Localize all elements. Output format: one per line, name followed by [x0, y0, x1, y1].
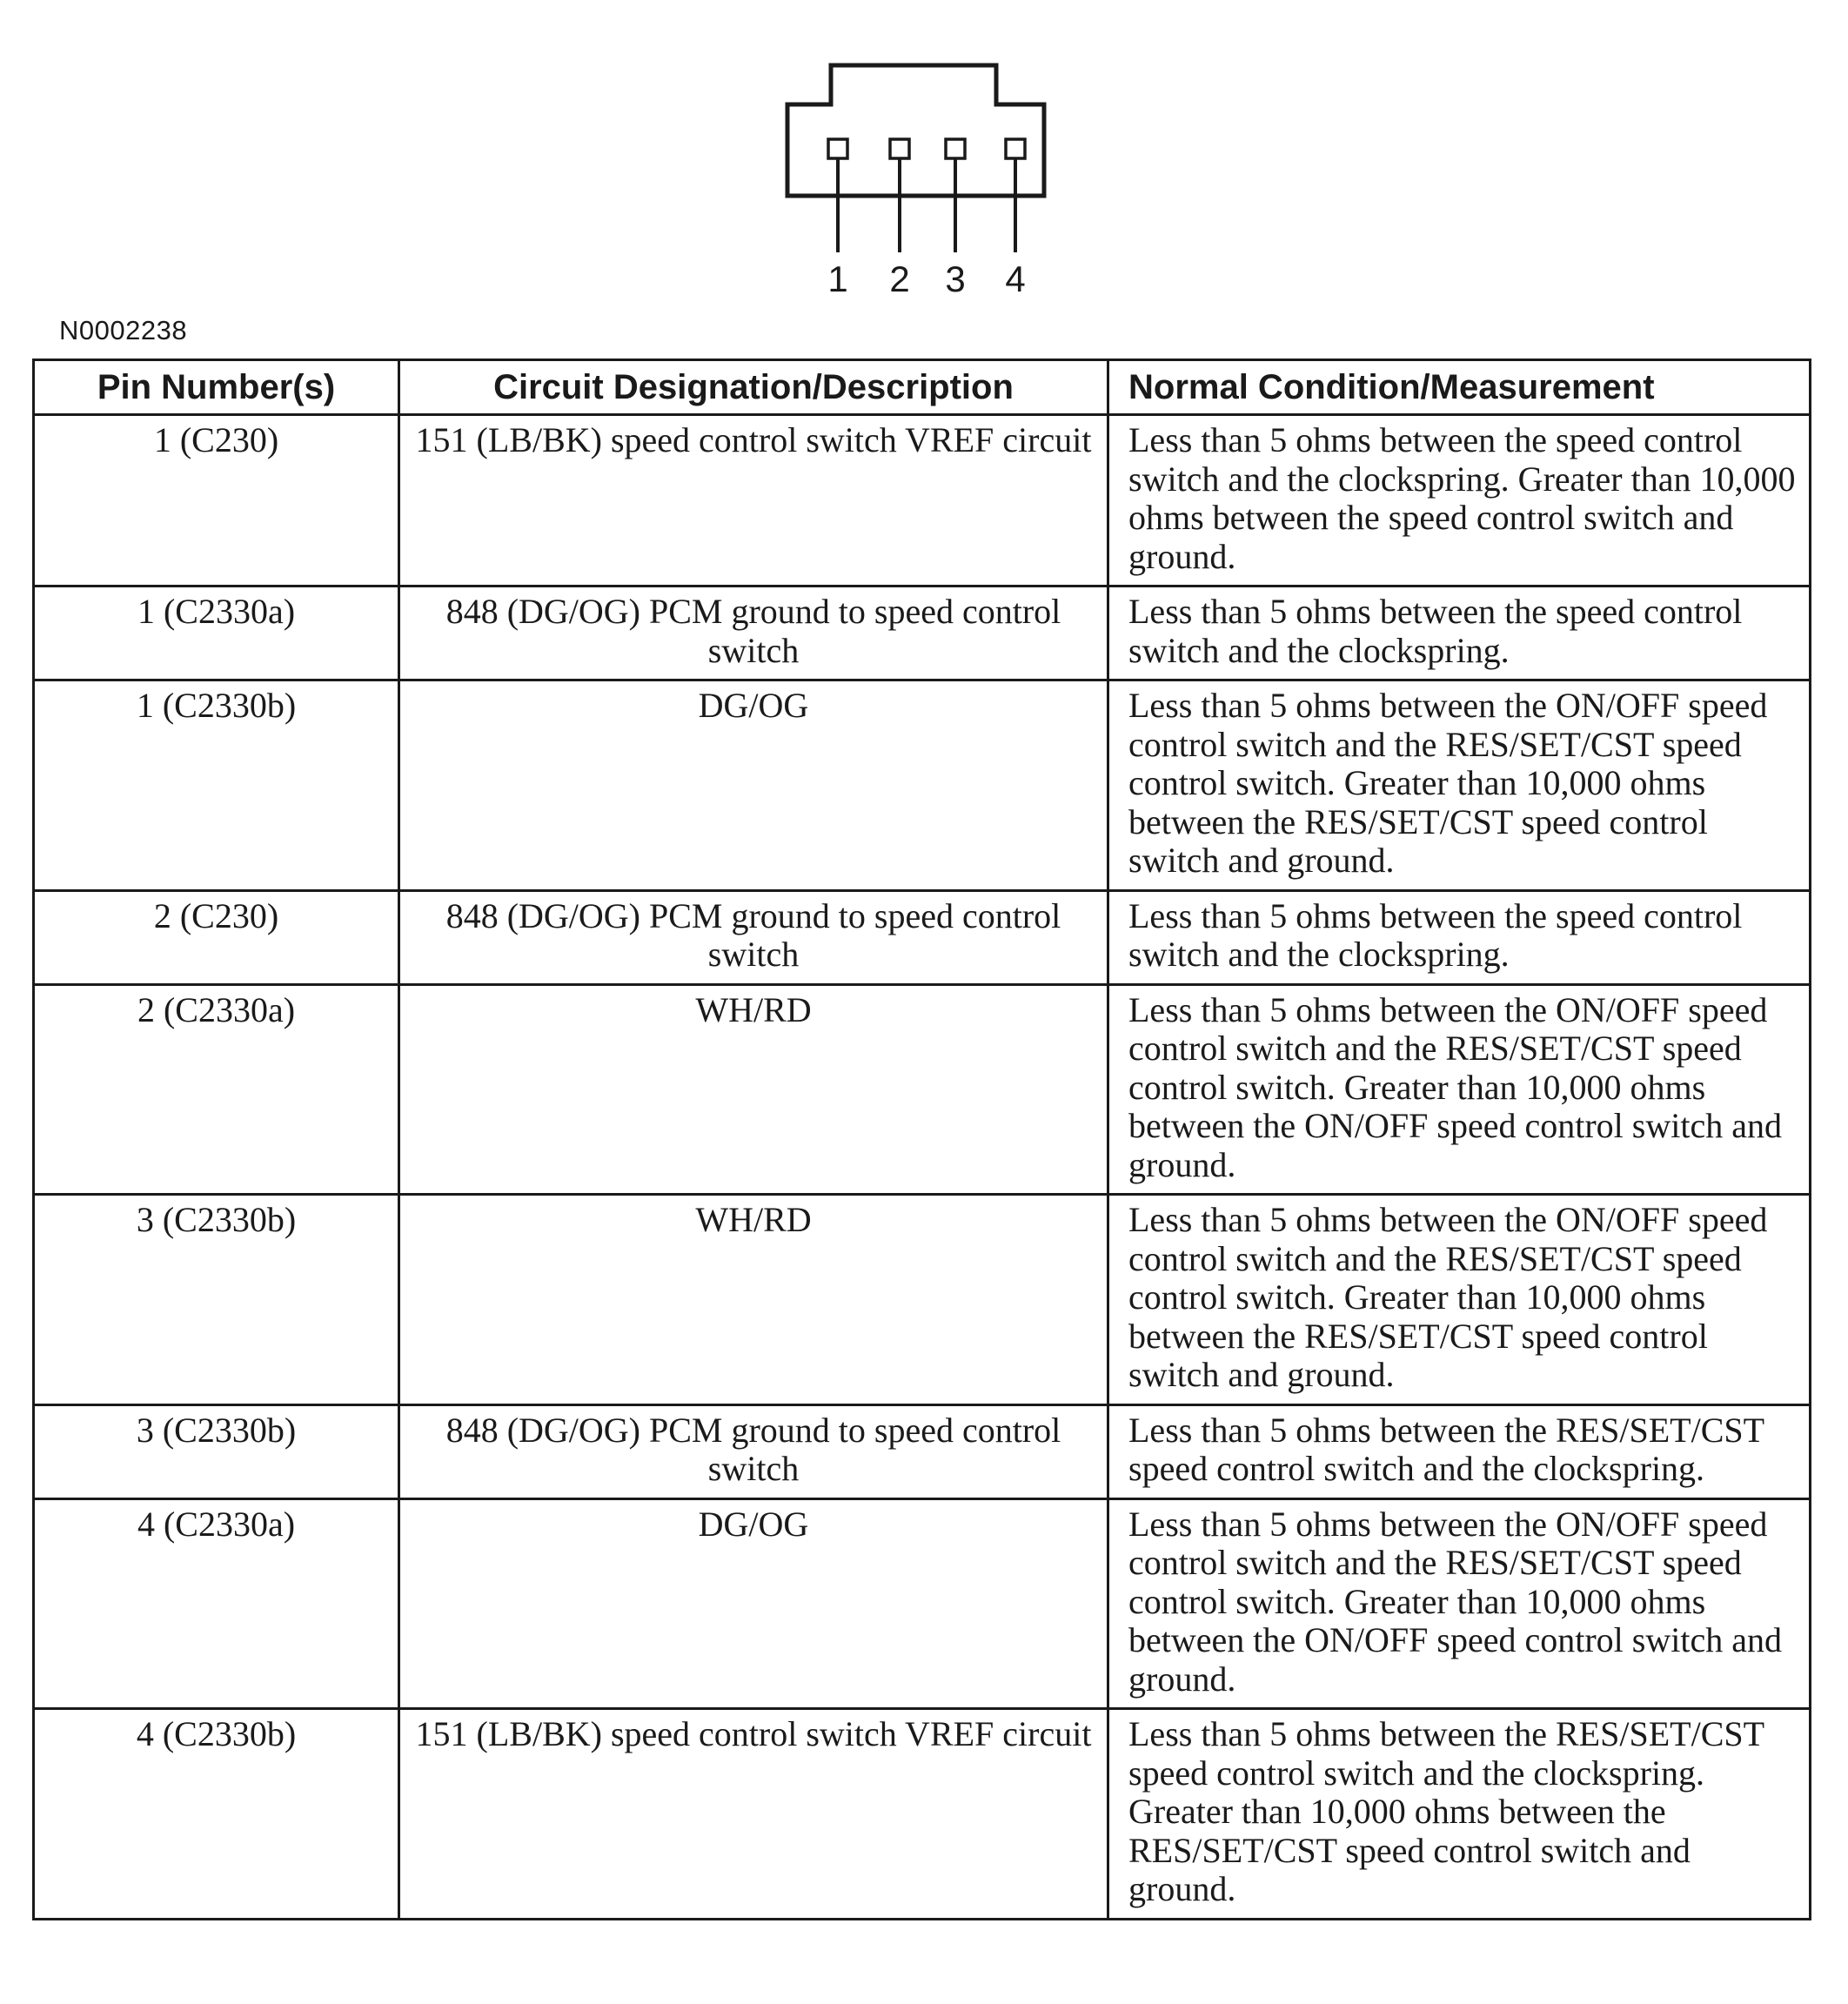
pin-label-3: 3: [945, 258, 966, 299]
header-circuit: Circuit Designation/Description: [399, 360, 1108, 415]
cell-pin: 1 (C2330b): [34, 680, 399, 891]
cell-circuit: 848 (DG/OG) PCM ground to speed control switch: [399, 586, 1108, 680]
cell-pin: 2 (C230): [34, 890, 399, 984]
header-measurement: Normal Condition/Measurement: [1108, 360, 1811, 415]
cell-circuit: WH/RD: [399, 984, 1108, 1195]
cell-pin: 4 (C2330a): [34, 1498, 399, 1709]
pin-table: [32, 359, 1811, 1920]
table-row: [34, 415, 1811, 586]
cell-measurement: Less than 5 ohms between the speed control switch and the clockspring.: [1108, 586, 1811, 680]
cell-circuit: DG/OG: [399, 680, 1108, 891]
cell-circuit: WH/RD: [399, 1195, 1108, 1405]
cell-measurement: Less than 5 ohms between the speed control switch and the clockspring. Greater than 10,000 ohms between the speed control switch and ground.: [1108, 415, 1811, 586]
table-row: [34, 680, 1811, 891]
table-row: [34, 586, 1811, 680]
cell-circuit: 848 (DG/OG) PCM ground to speed control switch: [399, 1404, 1108, 1498]
cell-measurement: Less than 5 ohms between the RES/SET/CST speed control switch and the clockspring. Greater than 10,000 ohms between the RES/SET/CST speed control switch and ground.: [1108, 1709, 1811, 1920]
cell-circuit: 151 (LB/BK) speed control switch VREF circuit: [399, 1709, 1108, 1920]
table-row: [34, 984, 1811, 1195]
table-row: [34, 1498, 1811, 1709]
pin-label-2: 2: [889, 258, 910, 299]
pin-label-1: 1: [827, 258, 848, 299]
cell-pin: 4 (C2330b): [34, 1709, 399, 1920]
table-row: [34, 1404, 1811, 1498]
cell-pin: 2 (C2330a): [34, 984, 399, 1195]
cell-measurement: Less than 5 ohms between the ON/OFF speed control switch and the RES/SET/CST speed control switch. Greater than 10,000 ohms between the RES/SET/CST speed control switch and ground.: [1108, 1195, 1811, 1405]
connector-diagram: [766, 52, 1079, 305]
figure-id: N0002238: [59, 315, 188, 345]
table-row: [34, 1709, 1811, 1920]
header-pin-numbers: Pin Number(s): [34, 360, 399, 415]
cell-measurement: Less than 5 ohms between the ON/OFF speed control switch and the RES/SET/CST speed control switch. Greater than 10,000 ohms between the RES/SET/CST speed control switch and ground.: [1108, 680, 1811, 891]
pin-label-4: 4: [1005, 258, 1026, 299]
connector-outline: [787, 65, 1044, 196]
table-header-row: [34, 360, 1811, 415]
table-row: [34, 1195, 1811, 1405]
table-row: [34, 890, 1811, 984]
cell-measurement: Less than 5 ohms between the ON/OFF speed control switch and the RES/SET/CST speed control switch. Greater than 10,000 ohms between the ON/OFF speed control switch and ground.: [1108, 1498, 1811, 1709]
cell-pin: 3 (C2330b): [34, 1195, 399, 1405]
cell-circuit: 848 (DG/OG) PCM ground to speed control switch: [399, 890, 1108, 984]
cell-measurement: Less than 5 ohms between the ON/OFF speed control switch and the RES/SET/CST speed control switch. Greater than 10,000 ohms between the ON/OFF speed control switch and ground.: [1108, 984, 1811, 1195]
cell-measurement: Less than 5 ohms between the speed control switch and the clockspring.: [1108, 890, 1811, 984]
cell-pin: 1 (C230): [34, 415, 399, 586]
cell-circuit: DG/OG: [399, 1498, 1108, 1709]
cell-measurement: Less than 5 ohms between the RES/SET/CST speed control switch and the clockspring.: [1108, 1404, 1811, 1498]
cell-pin: 3 (C2330b): [34, 1404, 399, 1498]
cell-circuit: 151 (LB/BK) speed control switch VREF circuit: [399, 415, 1108, 586]
cell-pin: 1 (C2330a): [34, 586, 399, 680]
